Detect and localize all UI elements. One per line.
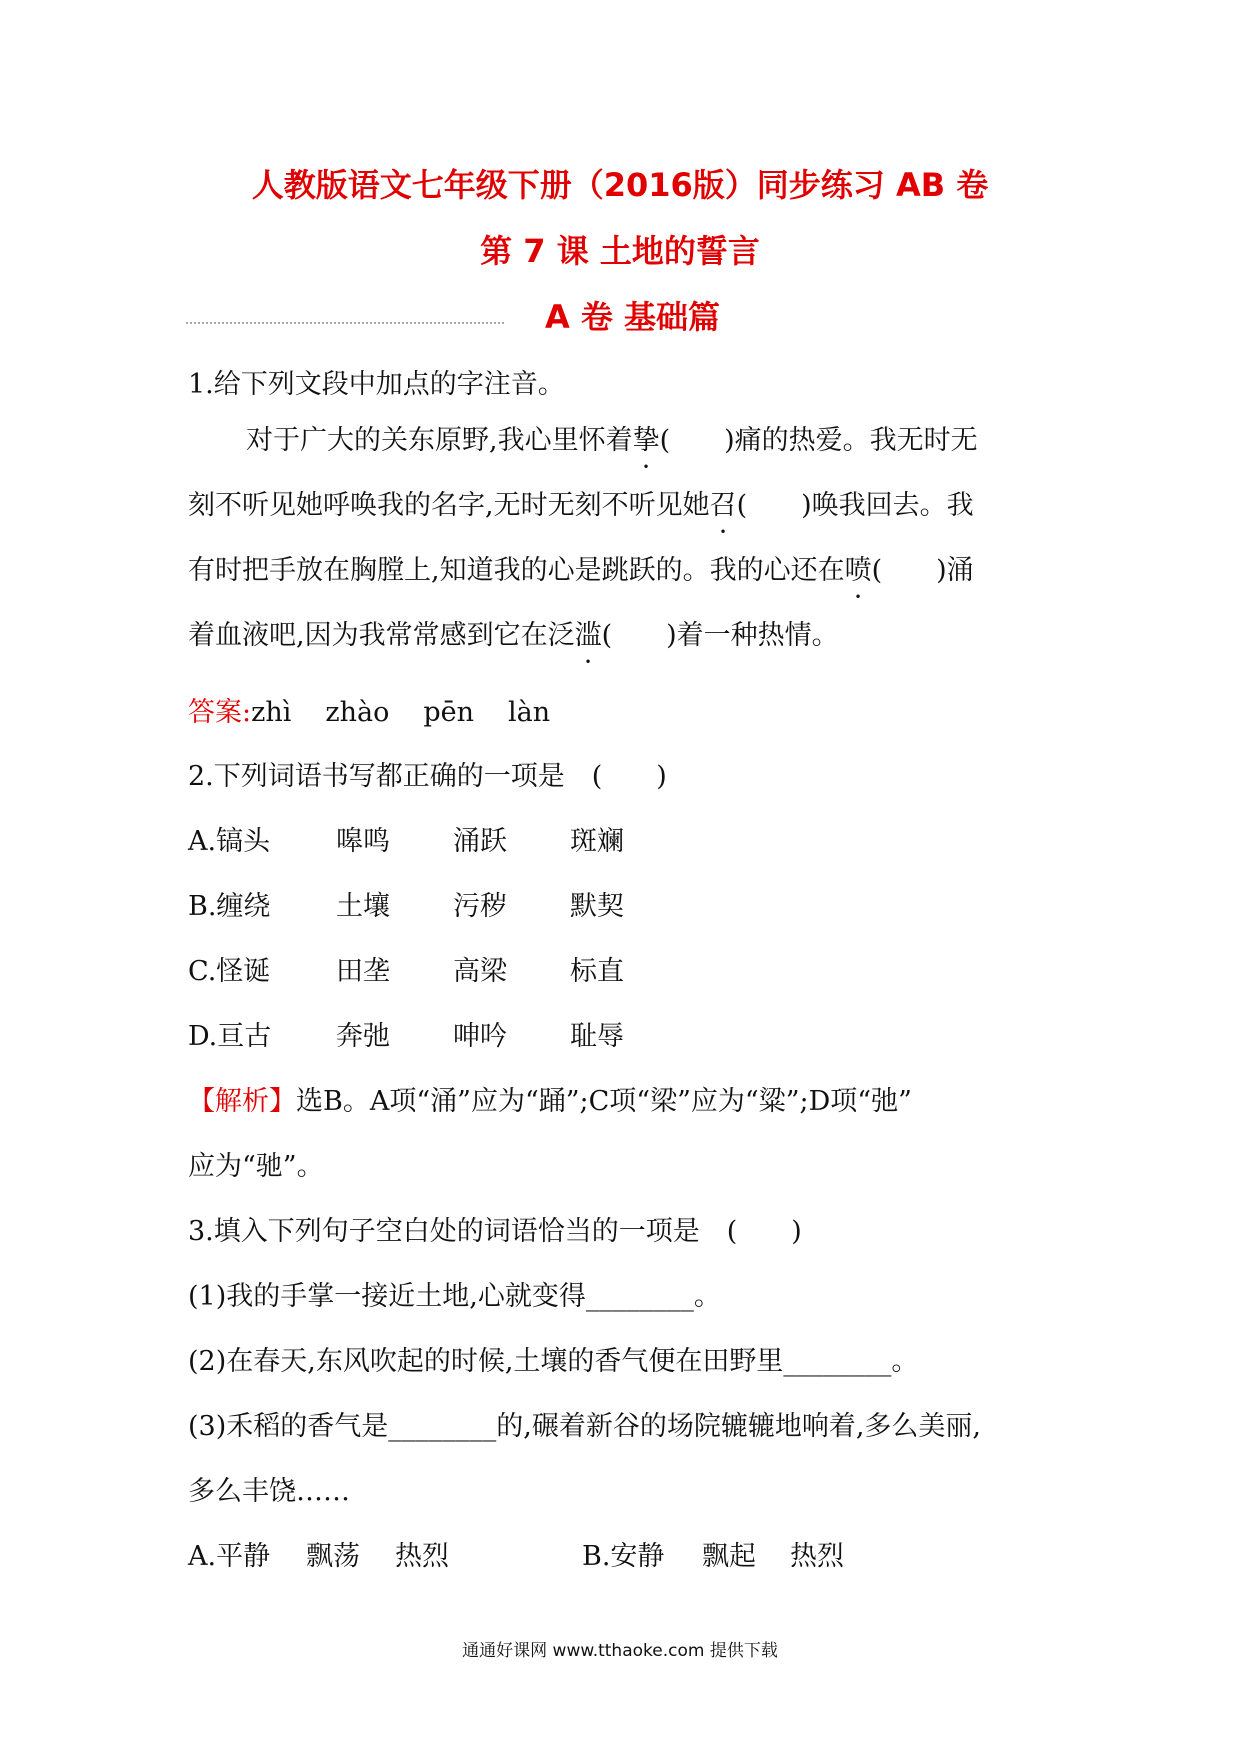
q2-option-word: 高梁 [453, 956, 507, 987]
analysis-text: 选B。A项“涌”应为“踊”;C项“梁”应为“粱”;D项“弛” [296, 1086, 912, 1117]
analysis-label: 【解析】 [188, 1086, 296, 1117]
q3-stem: 3.填入下列句子空白处的词语恰当的一项是 ( ) [188, 1216, 802, 1247]
q1-passage-line-1 [246, 418, 978, 457]
q1-dotted-char: 滥 [574, 620, 602, 651]
q3-sentence-3-cont: 多么丰饶…… [188, 1476, 350, 1507]
q3-option-a-label: A.平静 [188, 1541, 271, 1572]
q1-passage-line-2 [188, 483, 974, 522]
q2-option-c-label: C.怪诞 [188, 956, 271, 987]
page-footer: 通通好课网 www.tthaoke.com 提供下载 [462, 1641, 778, 1661]
q2-option-word: 斑斓 [570, 826, 624, 857]
q1-text: 有时把手放在胸膛上,知道我的心是跳跃的。我的心还在 [188, 555, 845, 586]
q2-option-word: 土壤 [336, 891, 390, 922]
answer-item: zhào [325, 697, 390, 728]
q1-text: 对于广大的关东原野,我心里怀着 [246, 425, 633, 456]
q2-option-b-label: B.缠绕 [188, 891, 271, 922]
q1-text: ( )唤我回去。我 [736, 490, 974, 521]
q1-text: ( )涌 [871, 555, 974, 586]
q1-text: 刻不听见她呼唤我的名字,无时无刻不听见她 [188, 490, 710, 521]
answer-label: 答案: [188, 697, 252, 728]
lesson-title: 第 7 课 土地的誓言 [480, 232, 760, 270]
q1-dotted-char: 召 [709, 490, 737, 521]
q3-option-word: 热烈 [790, 1541, 844, 1572]
q1-passage-line-4 [188, 613, 839, 652]
q3-option-word: 飘荡 [306, 1541, 360, 1572]
q2-option-d-label: D.亘古 [188, 1021, 272, 1052]
q3-option-word: 飘起 [702, 1541, 756, 1572]
q3-option-word: 热烈 [395, 1541, 449, 1572]
q2-option-word: 耻辱 [570, 1021, 624, 1052]
document-title: 人教版语文七年级下册（2016版）同步练习 AB 卷 [251, 166, 989, 204]
section-title: A 卷 基础篇 [544, 298, 721, 336]
q1-dotted-char: 喷 [844, 555, 872, 586]
q2-option-word: 奔弛 [336, 1021, 390, 1052]
q1-dotted-char: 挚 [632, 425, 660, 456]
q2-option-word: 默契 [570, 891, 624, 922]
q1-passage-line-3 [188, 548, 974, 587]
q3-sentence-2: (2)在春天,东风吹起的时候,土壤的香气便在田野里________。 [188, 1346, 919, 1377]
answer-item: pēn [423, 697, 474, 728]
q2-analysis-line-1 [188, 1079, 912, 1118]
q2-option-word: 标直 [570, 956, 624, 987]
q2-option-a-label: A.镐头 [188, 826, 271, 857]
q3-option-b-label: B.安静 [582, 1541, 665, 1572]
q2-option-word: 嗥鸣 [336, 826, 390, 857]
q3-sentence-3: (3)禾稻的香气是________的,碾着新谷的场院辘辘地响着,多么美丽, [188, 1411, 981, 1442]
q2-stem: 2.下列词语书写都正确的一项是 ( ) [188, 761, 667, 792]
q2-analysis-line-2: 应为“驰”。 [188, 1151, 324, 1182]
q1-text: ( )着一种热情。 [601, 620, 839, 651]
q2-option-word: 涌跃 [453, 826, 507, 857]
q2-option-word: 污秽 [453, 891, 507, 922]
q2-option-word: 呻吟 [453, 1021, 507, 1052]
q1-answer [188, 690, 550, 729]
q2-option-word: 田垄 [336, 956, 390, 987]
answer-item: làn [507, 697, 551, 728]
q1-text: ( )痛的热爱。我无时无 [659, 425, 978, 456]
q1-stem: 1.给下列文段中加点的字注音。 [188, 369, 565, 400]
q3-sentence-1: (1)我的手掌一接近土地,心就变得________。 [188, 1281, 721, 1312]
q1-text: 着血液吧,因为我常常感到它在泛 [188, 620, 575, 651]
answer-item: zhì [251, 697, 292, 728]
